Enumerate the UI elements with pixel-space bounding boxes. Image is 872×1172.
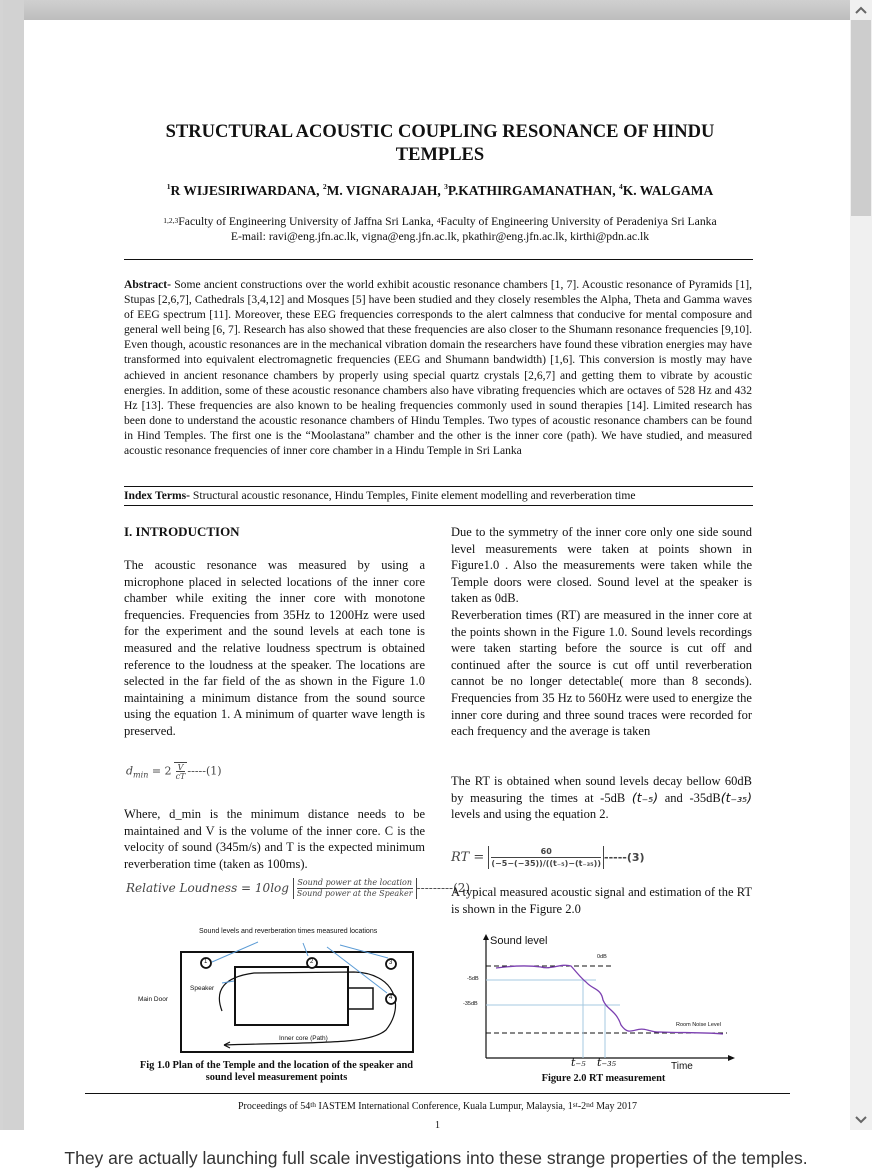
- equation-1: [126, 762, 222, 781]
- author-list: [120, 183, 760, 199]
- conference-footer: [85, 1101, 790, 1112]
- eq3-den: (−5−(−35))/((t₋₅)−(t₋₃₅)): [491, 859, 601, 868]
- eq3-tag: -----(3): [604, 851, 645, 864]
- scrollbar-thumb[interactable]: [851, 20, 871, 216]
- point-1-label: 1: [204, 959, 208, 965]
- footer-part: IASTEM International Conference, Kuala Lumpur, Malaysia, 1: [316, 1101, 573, 1112]
- author-name: K. WALGAMA: [622, 183, 714, 198]
- intro-paragraph-2: Where, d_min is the minimum distance needs to be maintained and V is the volume of the inner core. C is the velocity of sound (345m/s) and T is the expected minimum reverberation time (taken as 100ms).: [124, 807, 425, 871]
- fig2-t35-label: t₋₃₅: [597, 1056, 617, 1069]
- eq3-lhs: RT =: [451, 850, 489, 865]
- eq2-lhs: Relative Loudness = 10log: [126, 881, 289, 895]
- section-heading: I. INTRODUCTION: [124, 524, 240, 539]
- eq1-den: cT: [175, 772, 186, 781]
- t35-symbol: (t₋₃₅): [720, 789, 752, 805]
- affiliation-peradeniya: Faculty of Engineering University of Peradeniya Sri Lanka: [440, 215, 717, 228]
- abstract-text: Some ancient constructions over the world exhibit acoustic resonance chambers [1, 7]. Acoustic resonance of Pyramids [1], Stupas [2,6,7], Cathedrals [3,4,12] and Mosques [5] have been studied and they closely resembles the Alpha, Theta and Gamma waves of EEG spectrum [11]. Moreover, these EEG frequencies corresponds to the alert calmness that conducive for mental composure and general well being [6, 7]. Research has also showed that these frequencies are also closer to the Shumann resonance frequencies [9,10]. Even though, acoustic resonances are in the mechanical vibration domain the researchers have found these vibration energies may have transformed into equivalent electromagnetic frequencies (EEG and Shumann bandwidth) [1,6]. This conversion is mostly may have achieved in ancient resonance chambers by properly using special quartz crystals [2,6,7] and getting them to vibrate by acoustic energies. In addition, some of these acoustic resonance chambers also have vibrating frequencies which are octaves of 528 Hz and 432 Hz [13]. These frequencies are also known to be healing frequencies commonly used in sound therapies [14]. Limited research has been done to understand the acoustic resonance chambers of Hindu Temples. Two types of acoustic resonance chambers can be found in Hind Temples. The first one is the “Moolastana” chamber and the other is the inner core (path). We have studied, and measured acoustic resonance frequencies of inner core chamber in a Hindu Temple in Sri Lanka: [124, 278, 752, 458]
- fig2-x-label: Time: [671, 1061, 693, 1072]
- viewer-left-margin: [3, 0, 24, 1130]
- index-terms-text: Structural acoustic resonance, Hindu Temples, Finite element modelling and reverberation time: [190, 489, 636, 502]
- fig2-t5-label: t₋₅: [571, 1056, 586, 1069]
- post-caption: They are actually launching full scale investigations into these strange properties of the temples.: [64, 1148, 808, 1168]
- abstract: [124, 277, 752, 458]
- eq1-sub: min: [133, 770, 149, 780]
- author-emails: E-mail: ravi@eng.jfn.ac.lk, vigna@eng.jfn.ac.lk, pkathir@eng.jfn.ac.lk, kirthi@pdn.ac.lk: [230, 230, 650, 243]
- point-4-label: 4: [389, 995, 393, 1001]
- right-paragraph-4: A typical measured acoustic signal and estimation of the RT is shown in the Figure 2.0: [451, 885, 752, 916]
- fig2-noise-label: Room Noise Level: [676, 1022, 721, 1028]
- t5-symbol: (t₋₅): [631, 789, 659, 805]
- author-index: 2: [322, 182, 327, 191]
- affiliations: [120, 214, 760, 244]
- eq1-num: V: [177, 763, 184, 772]
- right-paragraph-1: Due to the symmetry of the inner core only one side sound level measurements were taken at points shown in Figure1.0 . Also the measurements were taken while the Temple doors were closed. Sound level at the speaker is taken as 0dB.: [451, 525, 752, 606]
- figure-1-caption: [124, 1060, 429, 1084]
- eq1-lhs: d: [126, 764, 134, 778]
- rt-text-a: The RT is obtained when sound levels decay bellow 60dB by measuring the times at -5dB: [451, 774, 752, 805]
- title-line-2: TEMPLES: [395, 145, 485, 165]
- abstract-label: Abstract-: [124, 278, 172, 291]
- footer-part: Proceedings of 54: [237, 1101, 311, 1112]
- fig2-y-label: Sound level: [490, 935, 548, 947]
- scroll-up-button[interactable]: [850, 0, 872, 20]
- footer-divider: [85, 1093, 790, 1094]
- right-paragraph-3: [451, 773, 752, 823]
- point-2-label: 2: [310, 959, 314, 965]
- footer-sup: th: [310, 1100, 317, 1109]
- right-paragraph-2: Reverberation times (RT) are measured in the inner core at the points shown in the Figure 1.0. Sound levels recordings were taken starting before the source is cut off and continued after the source is cut off until reverberation cannot be no longer detectable( more than 8 seconds). Frequencies from 35 Hz to 560Hz were used to energize the inner core during and three sound traces were recorded for each frequency and the average is taken: [451, 608, 752, 739]
- divider: [124, 259, 753, 260]
- footer-sup: st: [572, 1100, 578, 1109]
- viewer-top-shade: [24, 0, 850, 20]
- intro-paragraph-1: The acoustic resonance was measured by using a microphone placed in selected locations of the inner core chamber while exiting the inner core with monotone frequencies. Frequencies from 35Hz to 1200Hz were used for the experiment and the sound levels at each tone is measured and the relative loudness spectrum is obtained reference to the loudness at the speaker. The locations are selected in the far field of the as shown in the Figure 1.0 maintaining a minimum distance from the sound source using the equation 1. A minimum of quarter wave length is preserved.: [124, 558, 425, 738]
- fig1-caption-line-1: Fig 1.0 Plan of the Temple and the location of the speaker and: [139, 1060, 414, 1071]
- eq2-den: Sound power at the Speaker: [296, 889, 413, 898]
- figure-2-caption: Figure 2.0 RT measurement: [541, 1073, 666, 1084]
- fig2-minus5-label: -5dB: [467, 976, 479, 982]
- page-number: 1: [435, 1120, 440, 1131]
- divider: [124, 505, 753, 506]
- rt-decay-plot: [451, 930, 756, 1070]
- author-index: 1: [166, 182, 171, 191]
- author-name: P.KATHIRGAMANATHAN,: [447, 183, 620, 198]
- author-index: 3: [444, 182, 448, 191]
- fig2-minus35-label: -35dB: [463, 1001, 478, 1007]
- affil-index: 1,2,3: [163, 216, 179, 225]
- speaker-label: Speaker: [190, 985, 215, 992]
- fig1-caption-line-2: sound level measurement points: [205, 1072, 348, 1083]
- rt-text-b: and -35dB: [658, 790, 721, 805]
- title-line-1: STRUCTURAL ACOUSTIC COUPLING RESONANCE OF HINDU: [165, 122, 715, 142]
- equation-2: [126, 878, 470, 899]
- paper-title: [120, 121, 760, 167]
- affiliation-jaffna: Faculty of Engineering University of Jaffna Sri Lanka,: [178, 215, 437, 228]
- affil-index: 4: [436, 216, 441, 225]
- footer-sup: nd: [586, 1100, 594, 1109]
- point-3-label: 3: [389, 960, 393, 966]
- chevron-down-icon: [855, 1116, 867, 1124]
- eq3-num: 60: [540, 847, 552, 856]
- rt-text-c: levels and using the equation 2.: [451, 807, 609, 822]
- index-terms: [124, 489, 752, 502]
- figure-1-temple-plan: [124, 925, 429, 1060]
- chevron-up-icon: [855, 6, 867, 14]
- author-index: 4: [619, 182, 623, 191]
- divider: [124, 486, 753, 487]
- fig1-top-label: Sound levels and reverberation times measured locations: [199, 928, 378, 935]
- footer-part: -2: [577, 1101, 587, 1112]
- figure-2-rt-chart: [451, 930, 756, 1070]
- inner-core-label: Inner core (Path): [279, 1035, 328, 1042]
- author-name: M. VIGNARAJAH,: [326, 183, 445, 198]
- eq1-tag: -----(1): [187, 764, 222, 778]
- author-name: R WIJESIRIWARDANA,: [170, 183, 323, 198]
- scroll-down-button[interactable]: [850, 1110, 872, 1130]
- fig2-0db-label: 0dB: [597, 954, 607, 960]
- eq1-rhs: = 2: [148, 764, 172, 778]
- footer-part: May 2017: [593, 1101, 637, 1112]
- main-door-label: Main Door: [138, 996, 168, 1003]
- equation-3: [451, 846, 645, 869]
- eq2-num: Sound power at the location: [297, 878, 413, 887]
- temple-plan-drawing: [124, 925, 429, 1060]
- eq2-tag: ---------(2): [416, 881, 471, 895]
- index-terms-label: Index Terms-: [124, 489, 191, 502]
